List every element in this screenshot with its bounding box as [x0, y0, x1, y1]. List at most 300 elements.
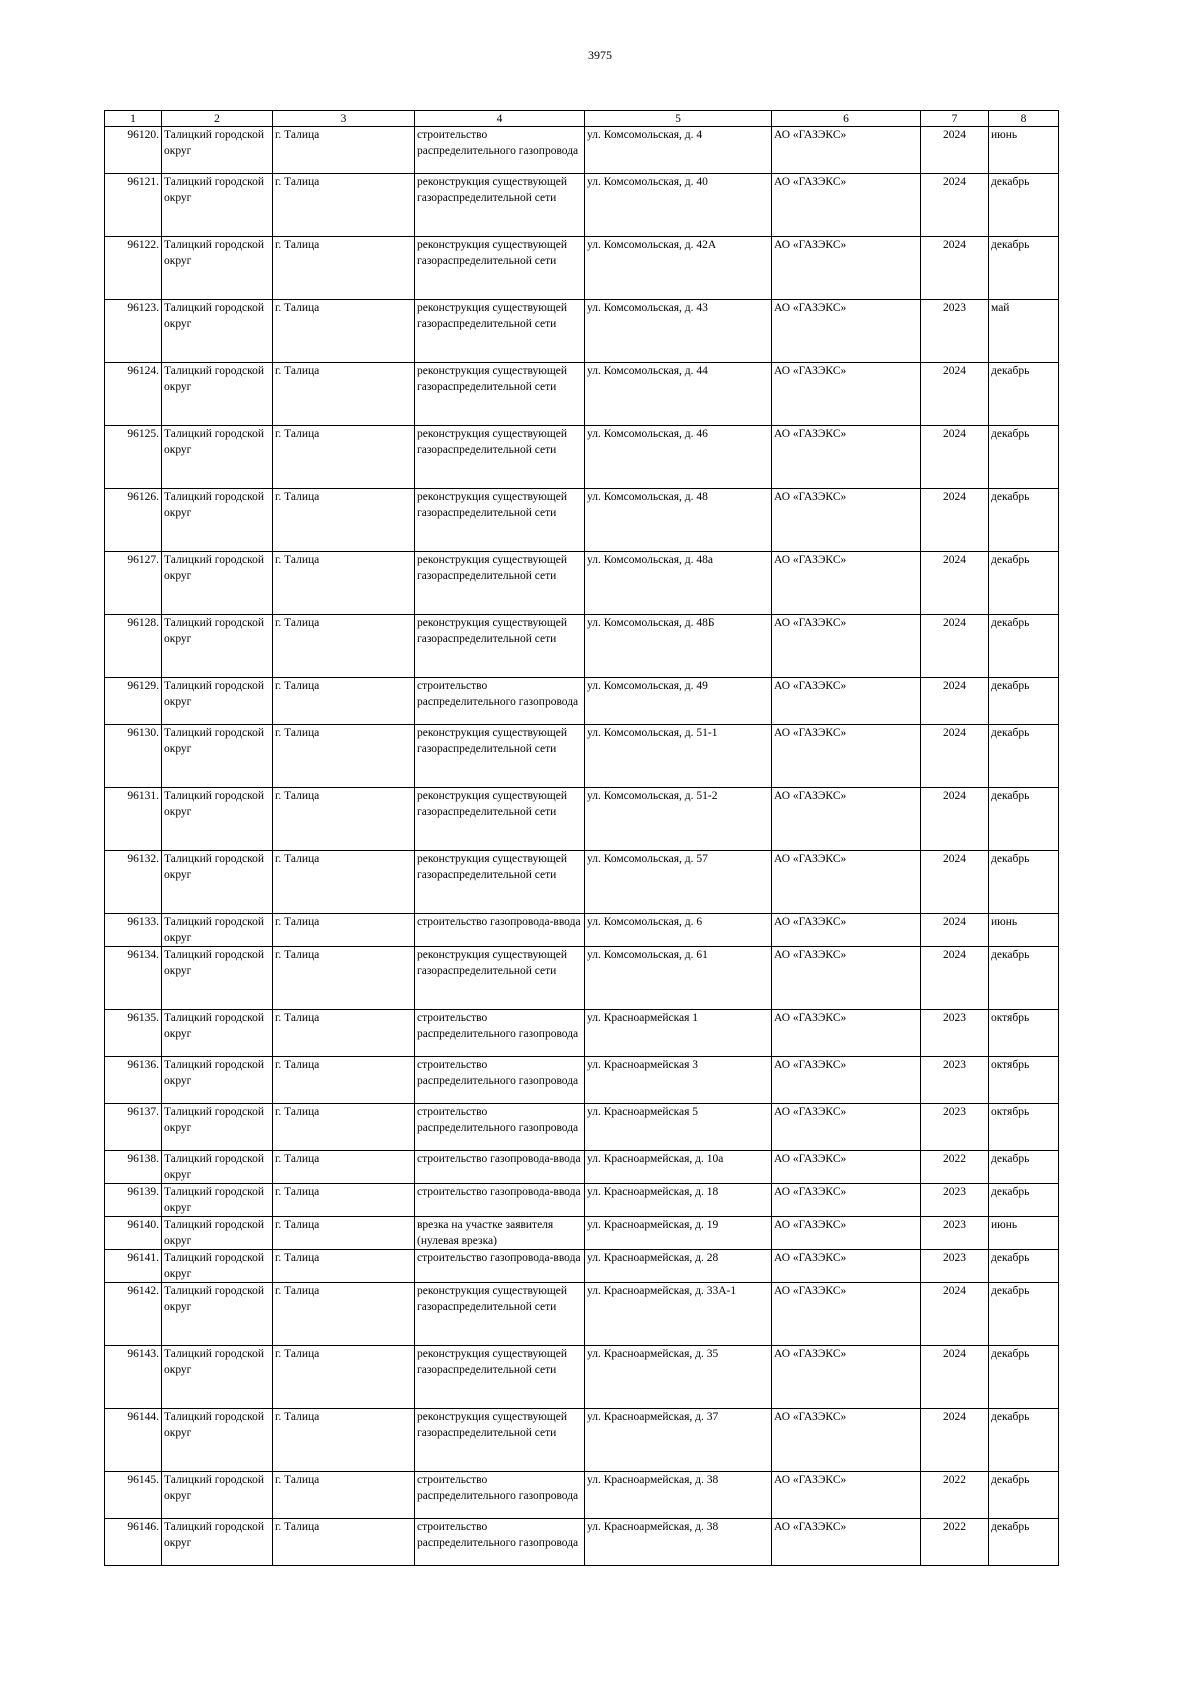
- district-cell: [162, 489, 273, 552]
- organization-cell: [772, 1472, 921, 1519]
- month-cell-text: декабрь: [991, 949, 1030, 961]
- organization-cell: [772, 788, 921, 851]
- year-cell-text: 2023: [943, 302, 966, 314]
- row-number-text: 96125.: [127, 428, 159, 440]
- address-cell-text: ул. Красноармейская, д. 19: [587, 1219, 719, 1231]
- work-type-cell: [415, 127, 585, 174]
- year-cell-text: 2024: [943, 239, 966, 251]
- work-type-cell-text: реконструкция существующей газораспределительной сети: [417, 617, 568, 645]
- district-cell: [162, 237, 273, 300]
- month-cell-text: декабрь: [991, 239, 1030, 251]
- address-cell-text: ул. Красноармейская 5: [587, 1106, 699, 1118]
- address-cell: [585, 1010, 772, 1057]
- row-number: [105, 1346, 162, 1409]
- row-number-text: 96124.: [127, 365, 159, 377]
- work-type-cell: [415, 1104, 585, 1151]
- work-type-cell: [415, 1283, 585, 1346]
- year-cell-text: 2024: [943, 428, 966, 440]
- year-cell: [921, 426, 989, 489]
- district-cell-text: Талицкий городской округ: [164, 1411, 264, 1439]
- organization-cell: [772, 174, 921, 237]
- month-cell-text: декабрь: [991, 428, 1030, 440]
- locality-cell: [273, 1346, 415, 1409]
- address-cell: [585, 1472, 772, 1519]
- work-type-cell: [415, 300, 585, 363]
- row-number-text: 96141.: [127, 1252, 159, 1264]
- address-cell: [585, 615, 772, 678]
- address-cell: [585, 914, 772, 947]
- year-cell-text: 2022: [943, 1153, 966, 1165]
- locality-cell: [273, 489, 415, 552]
- address-cell: [585, 300, 772, 363]
- month-cell-text: декабрь: [991, 727, 1030, 739]
- locality-cell: [273, 1104, 415, 1151]
- year-cell: [921, 1184, 989, 1217]
- address-cell: [585, 1057, 772, 1104]
- table-row: [105, 1217, 1059, 1250]
- month-cell: [989, 1472, 1059, 1519]
- row-number-text: 96143.: [127, 1348, 159, 1360]
- month-cell: [989, 489, 1059, 552]
- district-cell: [162, 174, 273, 237]
- row-number: [105, 947, 162, 1010]
- organization-cell-text: АО «ГАЗЭКС»: [774, 491, 847, 503]
- address-cell-text: ул. Комсомольская, д. 46: [587, 428, 708, 440]
- district-cell-text: Талицкий городской округ: [164, 129, 264, 157]
- year-cell: [921, 1104, 989, 1151]
- header-cell: 7: [921, 111, 989, 127]
- work-type-cell: [415, 1151, 585, 1184]
- locality-cell: [273, 363, 415, 426]
- organization-cell: [772, 363, 921, 426]
- row-number: [105, 1151, 162, 1184]
- year-cell: [921, 1519, 989, 1566]
- district-cell: [162, 851, 273, 914]
- month-cell: [989, 552, 1059, 615]
- locality-cell-text: г. Талица: [275, 1285, 320, 1297]
- district-cell: [162, 552, 273, 615]
- year-cell: [921, 1346, 989, 1409]
- address-cell-text: ул. Красноармейская, д. 38: [587, 1474, 719, 1486]
- address-cell: [585, 725, 772, 788]
- address-cell-text: ул. Комсомольская, д. 51-1: [587, 727, 718, 739]
- month-cell: [989, 363, 1059, 426]
- locality-cell: [273, 788, 415, 851]
- organization-cell: [772, 1151, 921, 1184]
- table-row: [105, 914, 1059, 947]
- month-cell: [989, 725, 1059, 788]
- locality-cell-text: г. Талица: [275, 239, 320, 251]
- table-row: [105, 489, 1059, 552]
- address-cell: [585, 788, 772, 851]
- locality-cell-text: г. Талица: [275, 176, 320, 188]
- organization-cell-text: АО «ГАЗЭКС»: [774, 853, 847, 865]
- address-cell-text: ул. Красноармейская, д. 38: [587, 1521, 719, 1533]
- district-cell: [162, 1217, 273, 1250]
- address-cell-text: ул. Комсомольская, д. 48Б: [587, 617, 715, 629]
- month-cell: [989, 1057, 1059, 1104]
- district-cell: [162, 947, 273, 1010]
- row-number-text: 96145.: [127, 1474, 159, 1486]
- row-number: [105, 237, 162, 300]
- organization-cell: [772, 1184, 921, 1217]
- month-cell: [989, 1217, 1059, 1250]
- year-cell: [921, 725, 989, 788]
- table-row: [105, 725, 1059, 788]
- table-body: [105, 111, 1059, 1566]
- organization-cell: [772, 947, 921, 1010]
- work-type-cell: [415, 851, 585, 914]
- district-cell: [162, 363, 273, 426]
- year-cell-text: 2023: [943, 1252, 966, 1264]
- address-cell-text: ул. Комсомольская, д. 57: [587, 853, 708, 865]
- work-type-cell: [415, 1217, 585, 1250]
- row-number-text: 96138.: [127, 1153, 159, 1165]
- work-type-cell-text: реконструкция существующей газораспределительной сети: [417, 949, 568, 977]
- month-cell-text: декабрь: [991, 1153, 1030, 1165]
- row-number: [105, 426, 162, 489]
- district-cell-text: Талицкий городской округ: [164, 302, 264, 330]
- address-cell-text: ул. Комсомольская, д. 40: [587, 176, 708, 188]
- month-cell: [989, 1104, 1059, 1151]
- header-row: [105, 111, 1059, 127]
- locality-cell-text: г. Талица: [275, 617, 320, 629]
- work-type-cell: [415, 237, 585, 300]
- year-cell: [921, 1010, 989, 1057]
- header-cell: 2: [162, 111, 273, 127]
- organization-cell: [772, 1010, 921, 1057]
- work-type-cell-text: врезка на участке заявителя (нулевая врезка): [417, 1219, 554, 1247]
- address-cell-text: ул. Комсомольская, д. 61: [587, 949, 708, 961]
- work-type-cell-text: строительство распределительного газопровода: [417, 680, 579, 708]
- month-cell: [989, 237, 1059, 300]
- page-number: 3975: [588, 48, 612, 62]
- district-cell-text: Талицкий городской округ: [164, 617, 264, 645]
- header-cell: 8: [989, 111, 1059, 127]
- year-cell: [921, 678, 989, 725]
- address-cell-text: ул. Красноармейская, д. 37: [587, 1411, 719, 1423]
- month-cell: [989, 1283, 1059, 1346]
- district-cell-text: Талицкий городской округ: [164, 1348, 264, 1376]
- year-cell: [921, 300, 989, 363]
- locality-cell: [273, 300, 415, 363]
- work-type-cell: [415, 1519, 585, 1566]
- address-cell-text: ул. Красноармейская, д. 35: [587, 1348, 719, 1360]
- row-number: [105, 552, 162, 615]
- locality-cell: [273, 127, 415, 174]
- row-number: [105, 363, 162, 426]
- year-cell-text: 2023: [943, 1219, 966, 1231]
- year-cell-text: 2024: [943, 176, 966, 188]
- year-cell-text: 2024: [943, 790, 966, 802]
- organization-cell-text: АО «ГАЗЭКС»: [774, 129, 847, 141]
- table-row: [105, 1184, 1059, 1217]
- year-cell-text: 2024: [943, 916, 966, 928]
- row-number-text: 96133.: [127, 916, 159, 928]
- locality-cell: [273, 1217, 415, 1250]
- year-cell: [921, 615, 989, 678]
- row-number: [105, 1057, 162, 1104]
- year-cell: [921, 1283, 989, 1346]
- year-cell: [921, 1057, 989, 1104]
- year-cell: [921, 1151, 989, 1184]
- month-cell-text: май: [991, 302, 1010, 314]
- address-cell-text: ул. Комсомольская, д. 49: [587, 680, 708, 692]
- address-cell: [585, 1346, 772, 1409]
- locality-cell: [273, 1472, 415, 1519]
- organization-cell-text: АО «ГАЗЭКС»: [774, 428, 847, 440]
- locality-cell: [273, 1250, 415, 1283]
- district-cell: [162, 1010, 273, 1057]
- year-cell-text: 2023: [943, 1012, 966, 1024]
- month-cell: [989, 1409, 1059, 1472]
- work-type-cell: [415, 1346, 585, 1409]
- organization-cell-text: АО «ГАЗЭКС»: [774, 365, 847, 377]
- work-type-cell-text: строительство распределительного газопровода: [417, 1012, 579, 1040]
- table-row: [105, 947, 1059, 1010]
- month-cell-text: декабрь: [991, 491, 1030, 503]
- work-type-cell: [415, 426, 585, 489]
- row-number-text: 96137.: [127, 1106, 159, 1118]
- address-cell: [585, 1519, 772, 1566]
- organization-cell-text: АО «ГАЗЭКС»: [774, 1219, 847, 1231]
- organization-cell: [772, 1057, 921, 1104]
- locality-cell-text: г. Талица: [275, 1153, 320, 1165]
- work-type-cell-text: реконструкция существующей газораспределительной сети: [417, 1285, 568, 1313]
- organization-cell: [772, 678, 921, 725]
- organization-cell: [772, 1250, 921, 1283]
- district-cell-text: Талицкий городской округ: [164, 916, 264, 944]
- organization-cell-text: АО «ГАЗЭКС»: [774, 1059, 847, 1071]
- table-row: [105, 363, 1059, 426]
- locality-cell-text: г. Талица: [275, 1186, 320, 1198]
- work-type-cell: [415, 1010, 585, 1057]
- month-cell: [989, 426, 1059, 489]
- row-number-text: 96127.: [127, 554, 159, 566]
- locality-cell-text: г. Талица: [275, 1348, 320, 1360]
- work-type-cell: [415, 947, 585, 1010]
- address-cell: [585, 1283, 772, 1346]
- organization-cell: [772, 426, 921, 489]
- row-number: [105, 127, 162, 174]
- organization-cell: [772, 914, 921, 947]
- month-cell-text: декабрь: [991, 680, 1030, 692]
- row-number: [105, 1217, 162, 1250]
- address-cell: [585, 678, 772, 725]
- table-row: [105, 1519, 1059, 1566]
- month-cell-text: декабрь: [991, 365, 1030, 377]
- row-number-text: 96126.: [127, 491, 159, 503]
- locality-cell-text: г. Талица: [275, 365, 320, 377]
- district-cell-text: Талицкий городской округ: [164, 1285, 264, 1313]
- table-row: [105, 1104, 1059, 1151]
- organization-cell: [772, 127, 921, 174]
- table-row: [105, 237, 1059, 300]
- year-cell-text: 2024: [943, 1285, 966, 1297]
- locality-cell-text: г. Талица: [275, 1521, 320, 1533]
- locality-cell: [273, 1283, 415, 1346]
- work-type-cell: [415, 489, 585, 552]
- district-cell: [162, 426, 273, 489]
- month-cell: [989, 300, 1059, 363]
- address-cell: [585, 1250, 772, 1283]
- organization-cell: [772, 851, 921, 914]
- table-row: [105, 851, 1059, 914]
- row-number-text: 96129.: [127, 680, 159, 692]
- district-cell-text: Талицкий городской округ: [164, 1219, 264, 1247]
- district-cell-text: Талицкий городской округ: [164, 1186, 264, 1214]
- row-number: [105, 489, 162, 552]
- district-cell-text: Талицкий городской округ: [164, 554, 264, 582]
- year-cell-text: 2024: [943, 365, 966, 377]
- month-cell-text: декабрь: [991, 176, 1030, 188]
- month-cell-text: декабрь: [991, 1285, 1030, 1297]
- district-cell: [162, 1104, 273, 1151]
- address-cell-text: ул. Красноармейская, д. 28: [587, 1252, 719, 1264]
- work-type-cell-text: строительство распределительного газопровода: [417, 1521, 579, 1549]
- month-cell-text: декабрь: [991, 1521, 1030, 1533]
- month-cell-text: декабрь: [991, 1186, 1030, 1198]
- address-cell: [585, 947, 772, 1010]
- year-cell-text: 2024: [943, 853, 966, 865]
- organization-cell-text: АО «ГАЗЭКС»: [774, 1186, 847, 1198]
- locality-cell: [273, 678, 415, 725]
- address-cell-text: ул. Комсомольская, д. 48а: [587, 554, 714, 566]
- row-number-text: 96144.: [127, 1411, 159, 1423]
- table-row: [105, 615, 1059, 678]
- district-cell: [162, 1519, 273, 1566]
- work-type-cell: [415, 914, 585, 947]
- district-cell: [162, 1283, 273, 1346]
- district-cell: [162, 1151, 273, 1184]
- organization-cell-text: АО «ГАЗЭКС»: [774, 1106, 847, 1118]
- district-cell-text: Талицкий городской округ: [164, 853, 264, 881]
- table-row: [105, 1151, 1059, 1184]
- row-number: [105, 678, 162, 725]
- locality-cell: [273, 851, 415, 914]
- organization-cell: [772, 300, 921, 363]
- row-number: [105, 851, 162, 914]
- row-number-text: 96146.: [127, 1521, 159, 1533]
- row-number: [105, 788, 162, 851]
- address-cell-text: ул. Комсомольская, д. 44: [587, 365, 708, 377]
- work-type-cell: [415, 1184, 585, 1217]
- district-cell: [162, 725, 273, 788]
- row-number-text: 96132.: [127, 853, 159, 865]
- header-cell: 6: [772, 111, 921, 127]
- locality-cell: [273, 1057, 415, 1104]
- year-cell-text: 2023: [943, 1106, 966, 1118]
- organization-cell-text: АО «ГАЗЭКС»: [774, 1474, 847, 1486]
- year-cell: [921, 788, 989, 851]
- year-cell-text: 2024: [943, 491, 966, 503]
- address-cell: [585, 552, 772, 615]
- month-cell: [989, 851, 1059, 914]
- registry-table: [104, 110, 1059, 1566]
- address-cell: [585, 426, 772, 489]
- row-number: [105, 1250, 162, 1283]
- locality-cell-text: г. Талица: [275, 1106, 320, 1118]
- work-type-cell-text: реконструкция существующей газораспределительной сети: [417, 554, 568, 582]
- address-cell-text: ул. Комсомольская, д. 48: [587, 491, 708, 503]
- year-cell: [921, 552, 989, 615]
- month-cell-text: октябрь: [991, 1106, 1030, 1118]
- locality-cell-text: г. Талица: [275, 1252, 320, 1264]
- work-type-cell: [415, 363, 585, 426]
- work-type-cell: [415, 1472, 585, 1519]
- table-row: [105, 678, 1059, 725]
- year-cell: [921, 1217, 989, 1250]
- month-cell-text: декабрь: [991, 790, 1030, 802]
- month-cell: [989, 1346, 1059, 1409]
- work-type-cell-text: строительство распределительного газопровода: [417, 1474, 579, 1502]
- row-number: [105, 1472, 162, 1519]
- year-cell-text: 2023: [943, 1059, 966, 1071]
- month-cell-text: декабрь: [991, 554, 1030, 566]
- year-cell: [921, 851, 989, 914]
- organization-cell-text: АО «ГАЗЭКС»: [774, 554, 847, 566]
- year-cell: [921, 489, 989, 552]
- organization-cell: [772, 489, 921, 552]
- month-cell-text: октябрь: [991, 1012, 1030, 1024]
- year-cell-text: 2024: [943, 1348, 966, 1360]
- table-row: [105, 1057, 1059, 1104]
- month-cell: [989, 1151, 1059, 1184]
- row-number-text: 96128.: [127, 617, 159, 629]
- district-cell-text: Талицкий городской округ: [164, 727, 264, 755]
- row-number: [105, 914, 162, 947]
- month-cell-text: декабрь: [991, 1474, 1030, 1486]
- locality-cell: [273, 237, 415, 300]
- address-cell-text: ул. Комсомольская, д. 51-2: [587, 790, 718, 802]
- organization-cell-text: АО «ГАЗЭКС»: [774, 1411, 847, 1423]
- month-cell: [989, 1184, 1059, 1217]
- district-cell-text: Талицкий городской округ: [164, 428, 264, 456]
- row-number-text: 96120.: [127, 129, 159, 141]
- work-type-cell-text: реконструкция существующей газораспределительной сети: [417, 302, 568, 330]
- work-type-cell: [415, 1409, 585, 1472]
- district-cell-text: Талицкий городской округ: [164, 1059, 264, 1087]
- address-cell-text: ул. Комсомольская, д. 6: [587, 916, 703, 928]
- month-cell: [989, 678, 1059, 725]
- work-type-cell: [415, 1250, 585, 1283]
- work-type-cell-text: строительство распределительного газопровода: [417, 1106, 579, 1134]
- address-cell: [585, 1217, 772, 1250]
- address-cell-text: ул. Комсомольская, д. 42А: [587, 239, 717, 251]
- locality-cell: [273, 1184, 415, 1217]
- table-row: [105, 1283, 1059, 1346]
- address-cell: [585, 489, 772, 552]
- district-cell-text: Талицкий городской округ: [164, 491, 264, 519]
- organization-cell-text: АО «ГАЗЭКС»: [774, 680, 847, 692]
- month-cell-text: июнь: [991, 916, 1018, 928]
- table-row: [105, 127, 1059, 174]
- row-number: [105, 300, 162, 363]
- district-cell-text: Талицкий городской округ: [164, 1106, 264, 1134]
- row-number-text: 96123.: [127, 302, 159, 314]
- organization-cell: [772, 1519, 921, 1566]
- month-cell: [989, 127, 1059, 174]
- work-type-cell-text: строительство газопровода-ввода: [417, 1153, 581, 1165]
- year-cell: [921, 914, 989, 947]
- organization-cell-text: АО «ГАЗЭКС»: [774, 239, 847, 251]
- address-cell-text: ул. Комсомольская, д. 4: [587, 129, 703, 141]
- month-cell-text: декабрь: [991, 1252, 1030, 1264]
- row-number: [105, 725, 162, 788]
- work-type-cell: [415, 552, 585, 615]
- work-type-cell-text: реконструкция существующей газораспределительной сети: [417, 790, 568, 818]
- address-cell: [585, 1184, 772, 1217]
